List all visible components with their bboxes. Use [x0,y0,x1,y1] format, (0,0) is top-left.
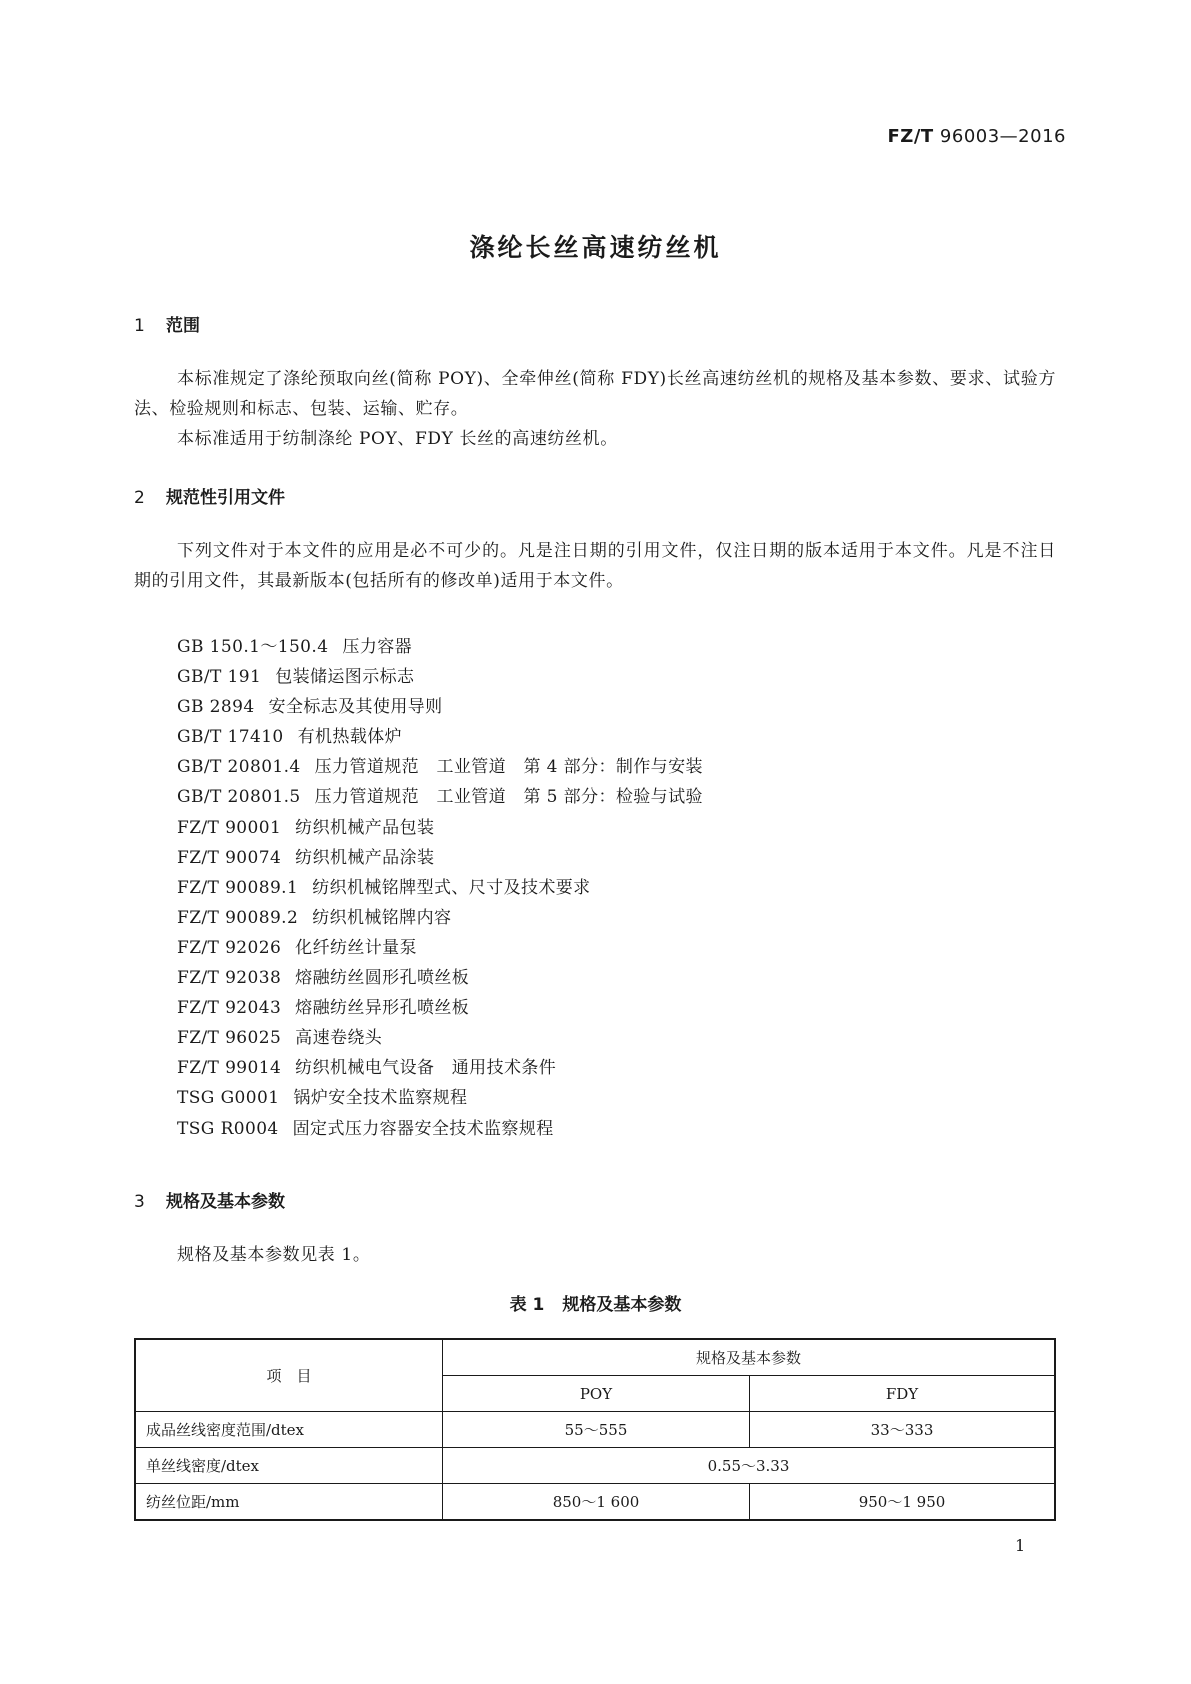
header-group: 规格及基本参数 [443,1339,1056,1376]
row-poy-value: 55～555 [443,1412,750,1448]
row-item: 纺丝位距/mm [135,1484,443,1521]
header-fdy: FDY [750,1376,1056,1412]
reference-code: TSG R0004 [177,1118,279,1139]
reference-item [177,843,703,873]
reference-title: 熔融纺丝圆形孔喷丝板 [295,968,470,989]
row-poy-value: 850～1 600 [443,1484,750,1521]
reference-title: 压力管道规范 工业管道 第 5 部分：检验与试验 [314,787,703,808]
table-row [135,1484,1055,1521]
reference-title: 化纤纺丝计量泵 [295,937,417,958]
row-fdy-value: 33～333 [750,1412,1056,1448]
page-number: 1 [1015,1536,1026,1555]
section-1-paragraph-2: 本标准适用于纺制涤纶 POY、FDY 长丝的高速纺丝机。 [177,429,618,449]
reference-item [177,782,703,812]
section-title: 范围 [166,316,200,336]
reference-code: GB/T 191 [177,667,262,688]
standard-number: 96003—2016 [939,126,1066,147]
reference-title: 有机热载体炉 [297,727,403,748]
reference-title: 纺织机械产品涂装 [295,847,435,868]
section-2-heading [134,483,285,508]
parameters-table [134,1338,1056,1521]
reference-code: FZ/T 90089.1 [177,877,299,898]
section-1-heading [134,311,200,336]
reference-title: 压力管道规范 工业管道 第 4 部分：制作与安装 [314,757,703,778]
section-2-paragraph-1: 下列文件对于本文件的应用是必不可少的。凡是注日期的引用文件，仅注日期的版本适用于本文件。凡是不注日期的引用文件，其最新版本(包括所有的修改单)适用于本文件。 [134,541,1056,591]
section-1-paragraph-1: 本标准规定了涤纶预取向丝(简称 POY)、全牵伸丝(简称 FDY)长丝高速纺丝机的规格及基本参数、要求、试验方法、检验规则和标志、包装、运输、贮存。 [134,369,1056,419]
reference-title: 熔融纺丝异形孔喷丝板 [295,998,470,1019]
document-title: 涤纶长丝高速纺丝机 [469,233,722,262]
reference-title: 压力容器 [342,637,413,657]
reference-item [177,662,703,692]
reference-item [177,632,703,662]
reference-title: 包装储运图示标志 [275,667,415,688]
reference-title: 纺织机械铭牌型式、尺寸及技术要求 [312,877,591,898]
row-item: 成品丝线密度范围/dtex [135,1412,443,1448]
table-row [135,1448,1055,1484]
reference-item [177,903,703,933]
reference-code: GB/T 17410 [177,727,284,748]
section-title: 规格及基本参数 [166,1192,285,1212]
reference-item [177,933,703,963]
reference-code: FZ/T 99014 [177,1058,282,1079]
row-merged-value: 0.55～3.33 [443,1448,1056,1484]
reference-code: GB 150.1～150.4 [177,637,329,657]
reference-title: 纺织机械铭牌内容 [312,907,452,928]
header-item: 项 目 [135,1339,443,1412]
table-1-caption [0,1290,1191,1315]
reference-title: 安全标志及其使用导则 [268,697,443,718]
standard-code [887,126,1066,147]
table-row [135,1412,1055,1448]
reference-code: FZ/T 90074 [177,847,282,868]
table-title: 规格及基本参数 [562,1295,682,1315]
section-number: 3 [134,1192,145,1212]
reference-code: GB/T 20801.5 [177,787,301,808]
reference-code: FZ/T 92026 [177,937,282,958]
reference-code: FZ/T 92038 [177,968,282,989]
reference-item [177,692,703,722]
table-number: 表 1 [509,1295,545,1315]
reference-item [177,752,703,782]
reference-item [177,1023,703,1053]
reference-code: FZ/T 90001 [177,817,282,838]
section-number: 1 [134,316,145,336]
reference-title: 纺织机械产品包装 [295,817,435,838]
reference-item [177,1053,703,1083]
reference-item [177,993,703,1023]
reference-item [177,963,703,993]
section-3-heading [134,1187,285,1212]
reference-item [177,1083,703,1113]
reference-item [177,722,703,752]
reference-code: FZ/T 92043 [177,998,282,1019]
reference-item [177,813,703,843]
row-item: 单丝线密度/dtex [135,1448,443,1484]
header-poy: POY [443,1376,750,1412]
section-3-paragraph-1: 规格及基本参数见表 1。 [177,1245,371,1265]
reference-code: TSG G0001 [177,1088,280,1109]
section-number: 2 [134,488,145,508]
reference-code: FZ/T 96025 [177,1028,282,1049]
reference-code: GB/T 20801.4 [177,757,301,778]
reference-title: 纺织机械电气设备 通用技术条件 [295,1058,557,1079]
reference-item [177,873,703,903]
reference-code: GB 2894 [177,697,255,718]
row-fdy-value: 950～1 950 [750,1484,1056,1521]
reference-title: 固定式压力容器安全技术监察规程 [292,1118,554,1139]
standard-prefix: FZ/T [887,126,934,147]
table-header-row [135,1339,1055,1376]
reference-title: 锅炉安全技术监察规程 [293,1088,468,1109]
reference-title: 高速卷绕头 [295,1028,383,1049]
reference-item [177,1114,703,1144]
normative-references-list [177,632,703,1144]
section-title: 规范性引用文件 [166,488,285,508]
reference-code: FZ/T 90089.2 [177,907,299,928]
